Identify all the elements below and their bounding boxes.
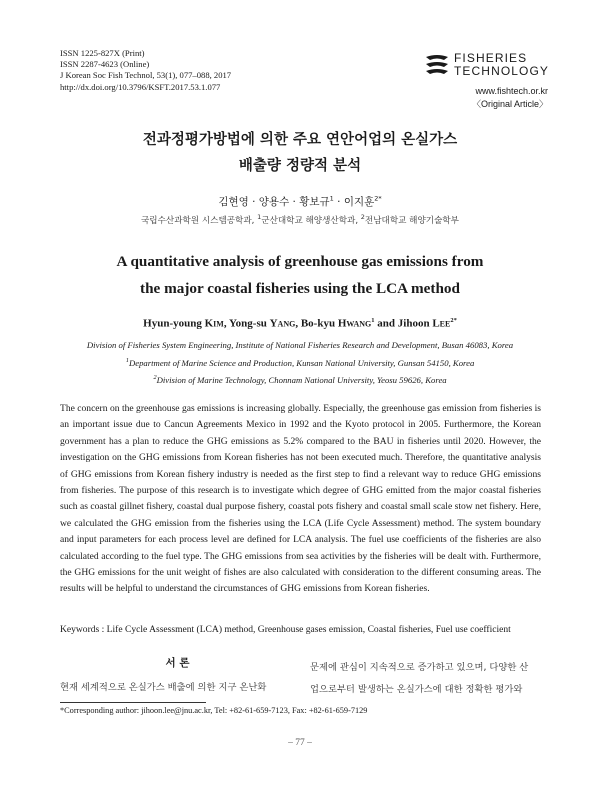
- english-authors: [60, 317, 540, 330]
- author-2-family: Yang: [269, 317, 296, 330]
- korean-author-2: 양용수: [258, 196, 290, 208]
- abstract-text: The concern on the greenhouse gas emissions is increasing globally. Especially, the greenhouse gas emission from fisheries is an important issue due to Cancun Agreements Mexico in 1992 and the Kyoto protocol in 2005. Furthermore, the Korean government has a plan to reduce the GHG emissions as 5.2% compared to the BAU in fisheries until 2020. However, the investigation on the GHG emissions from Korean fisheries has not been executed much. Therefore, the quantitative analysis of GHG emissions from Korean fishery industry is needed as the first step to find a relevant way to reduce GHG emissions from fisheries. The purpose of this research is to investigate which degree of GHG emitted from the major coastal fisheries such as coastal gillnet fishery, coastal dual purpose fishery, coastal pots fishery and coastal small scale stow net fishery. Here, we calculated the GHG emission from the fisheries using the LCA (Life Cycle Assessment) method. The system boundary and input parameters for each process level are defined for LCA analysis. The fuel use coefficients of the fisheries are also calculated according to the fuel type. The GHG emissions from sea activities by the fisheries will be dealt with. Furthermore, the GHG emissions for the unit weight of fishes are also calculated with consideration to the different consuming areas. The results will be helpful to understand the circumstances of GHG emissions from Korean fisheries.: [60, 403, 541, 595]
- footnote-divider: [60, 702, 206, 703]
- author-1-family: Kim: [204, 317, 224, 330]
- keywords: Keywords : Life Cycle Assessment (LCA) method, Greenhouse gases emission, Coastal fisheries, Fuel use coefficient: [60, 624, 511, 635]
- english-affiliation-1-line: [60, 357, 540, 368]
- author-1-given: Hyun-young: [143, 317, 205, 330]
- affiliation-marker: 2*: [374, 194, 382, 203]
- issn-online: ISSN 2287-4623 (Online): [60, 59, 150, 70]
- korean-affiliation-0: 국립수산과학원 시스템공학과,: [141, 215, 258, 226]
- citation: J Korean Soc Fish Technol, 53(1), 077–088, 2017: [60, 70, 232, 81]
- english-affiliation-0: Division of Fisheries System Engineering, Institute of National Fisheries Research and Development, Busan 46083, Korea: [86, 340, 514, 350]
- page-number: – 77 –: [288, 738, 312, 748]
- author-3-given: Bo-kyu: [300, 317, 338, 330]
- affiliation-marker: 2: [153, 374, 157, 381]
- affiliation-marker: 1: [329, 194, 334, 203]
- affiliation-marker: 1: [371, 317, 375, 324]
- english-affiliation-1: Department of Marine Science and Production, Kunsan National University, Gunsan 54150, Korea: [128, 357, 475, 368]
- affiliation-marker: 2*: [450, 317, 457, 324]
- fish-logo-icon: [424, 53, 450, 77]
- english-affiliation-2: Division of Marine Technology, Chonnam National University, Yeosu 59626, Korea: [156, 374, 447, 385]
- author-2-given: Yong-su: [228, 317, 270, 330]
- article-type: 〈Original Article〉: [471, 99, 548, 109]
- affiliation-marker: 1: [125, 357, 129, 364]
- author-4-family: Lee: [432, 317, 451, 330]
- article-metadata: [60, 48, 231, 93]
- korean-author-3: 황보규: [299, 196, 330, 208]
- author-3-family: Hwang: [337, 317, 372, 330]
- author-separator: ·: [289, 196, 300, 208]
- author-separator: ·: [333, 196, 344, 208]
- author-separator: ·: [248, 196, 259, 208]
- author-4-given: Jihoon: [397, 317, 433, 330]
- logo-wordmark: [454, 52, 549, 78]
- logo-line2: TECHNOLOGY: [454, 64, 550, 78]
- korean-author-1: 김현영: [218, 196, 249, 208]
- journal-url[interactable]: www.fishtech.or.kr: [475, 86, 548, 96]
- intro-right-line-2: 업으로부터 발생하는 온실가스에 대한 정확한 평가와: [310, 684, 523, 695]
- korean-title-line2: 배출량 정량적 분석: [238, 158, 362, 174]
- intro-right-column: [310, 657, 541, 701]
- korean-author-4: 이지훈: [343, 196, 375, 208]
- logo-line1: FISHERIES: [454, 51, 528, 65]
- english-affiliation-2-line: [60, 374, 540, 385]
- english-title-line1: A quantitative analysis of greenhouse gas emissions from: [116, 253, 484, 270]
- doi-link[interactable]: http://dx.doi.org/10.3796/KSFT.2017.53.1.077: [60, 81, 221, 92]
- affiliation-marker: 1: [257, 213, 262, 221]
- english-title-line2: the major coastal fisheries using the LCA method: [140, 280, 460, 297]
- issn-print: ISSN 1225-827X (Print): [60, 48, 145, 58]
- korean-affiliation-2: 전남대학교 해양기술학부: [364, 215, 459, 226]
- author-separator: ,: [295, 317, 301, 330]
- intro-right-line-1: 문제에 관심이 지속적으로 증가하고 있으며, 다양한 산: [310, 662, 529, 673]
- korean-affiliation-1: 군산대학교 해양생산학과,: [261, 215, 361, 226]
- introduction-heading: 서 론: [165, 657, 190, 669]
- korean-title-line1: 전과정평가방법에 의한 주요 연안어업의 온실가스: [142, 132, 458, 148]
- korean-affiliations: [60, 213, 540, 226]
- corresponding-author-footnote: *Corresponding author: jihoon.lee@jnu.ac.kr, Tel: +82-61-659-7123, Fax: +82-61-659-7129: [60, 706, 368, 715]
- intro-left-line-1: 현재 세계적으로 온실가스 배출에 의한 지구 온난화: [60, 682, 267, 693]
- affiliation-marker: 2: [360, 213, 365, 221]
- korean-authors: [60, 194, 540, 209]
- author-conjunction: and: [374, 317, 398, 330]
- author-separator: ,: [223, 317, 229, 330]
